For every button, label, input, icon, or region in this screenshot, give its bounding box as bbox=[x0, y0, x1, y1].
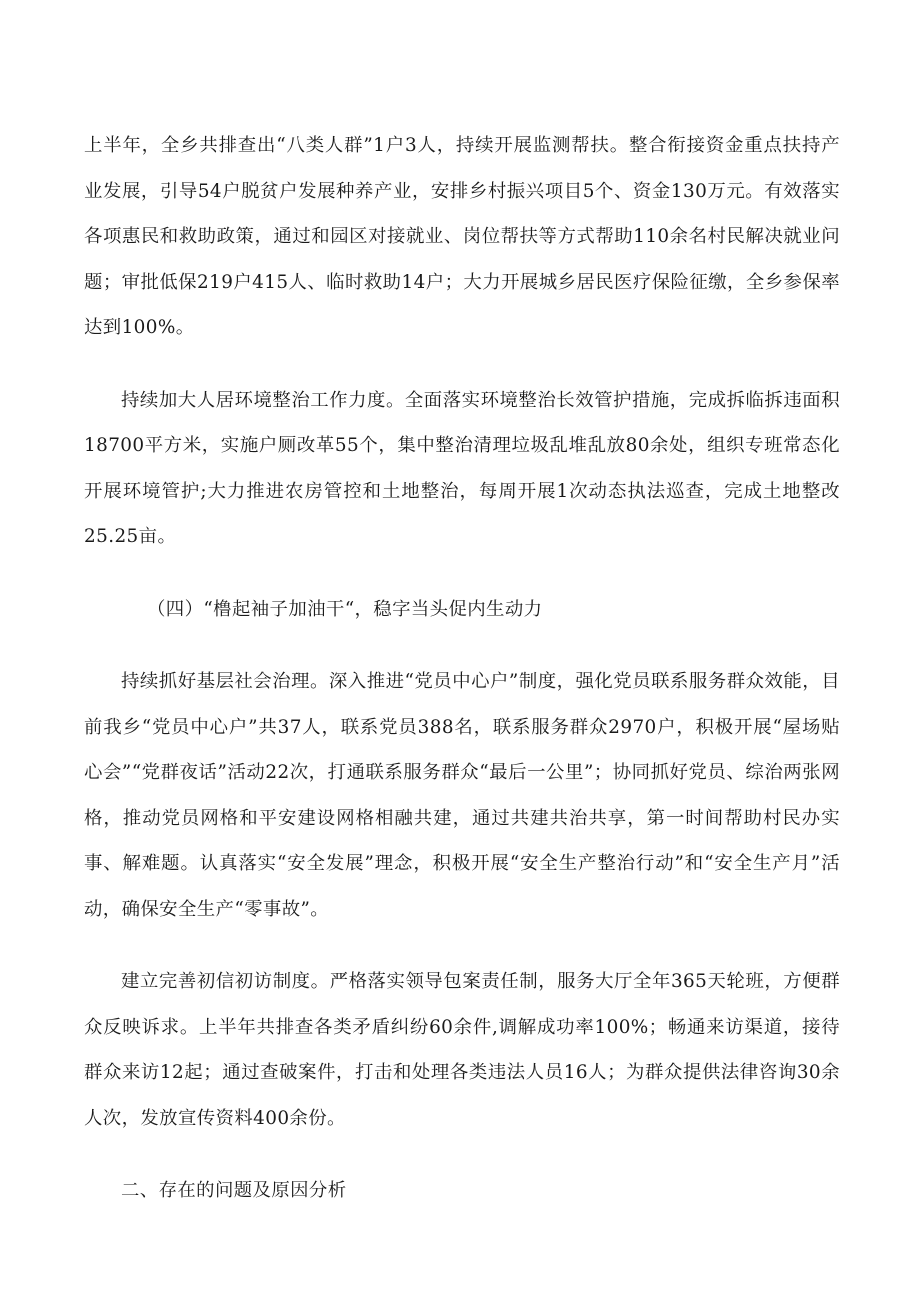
paragraph-social-governance: 持续抓好基层社会治理。深入推进“党员中心户”制度，强化党员联系服务群众效能，目前我乡“党员中心户”共37人，联系党员388名，联系服务群众2970户，积极开展“屋场贴心会”“党群夜话”活动22次，打通联系服务群众“最后一公里”；协同抓好党员、综治两张网格，推动党员网格和平安建设网格相融共建，通过共建共治共享，第一时间帮助村民办实事、解难题。认真落实“安全发展”理念，积极开展“安全生产整治行动”和“安全生产月”活动，确保安全生产“零事故”。 bbox=[84, 671, 840, 920]
section-heading-four: （四）“橹起袖子加油干“，稳字当头促内生动力 bbox=[147, 598, 543, 620]
paragraph-petition-system: 建立完善初信初访制度。严格落实领导包案责任制，服务大厅全年365天轮班，方便群众反映诉求。上半年共排查各类矛盾纠纷60余件,调解成功率100%；畅通来访渠道，接待群众来访12起；通过查破案件，打击和处理各类违法人员16人；为群众提供法律咨询30余人次，发放宣传资料400余份。 bbox=[84, 971, 840, 1129]
document-body bbox=[84, 123, 840, 1214]
paragraph-poverty-monitoring: 上半年，全乡共排查出“八类人群”1户3人，持续开展监测帮扶。整合衔接资金重点扶持产业发展，引导54户脱贫户发展种养产业，安排乡村振兴项目5个、资金130万元。有效落实各项惠民和救助政策，通过和园区对接就业、岗位帮扶等方式帮助110余名村民解决就业问题；审批低保219户415人、临时救助14户；大力开展城乡居民医疗保险征缴，全乡参保率达到100%。 bbox=[84, 135, 840, 338]
paragraph-living-environment: 持续加大人居环境整治工作力度。全面落实环境整治长效管护措施，完成拆临拆违面积18700平方米，实施户厕改革55个，集中整治清理垃圾乱堆乱放80余处，组织专班常态化开展环境管护;大力推进农房管控和土地整治，每周开展1次动态执法巡查，完成土地整改25.25亩。 bbox=[84, 389, 840, 547]
section-heading-two: 二、存在的问题及原因分析 bbox=[121, 1180, 347, 1201]
